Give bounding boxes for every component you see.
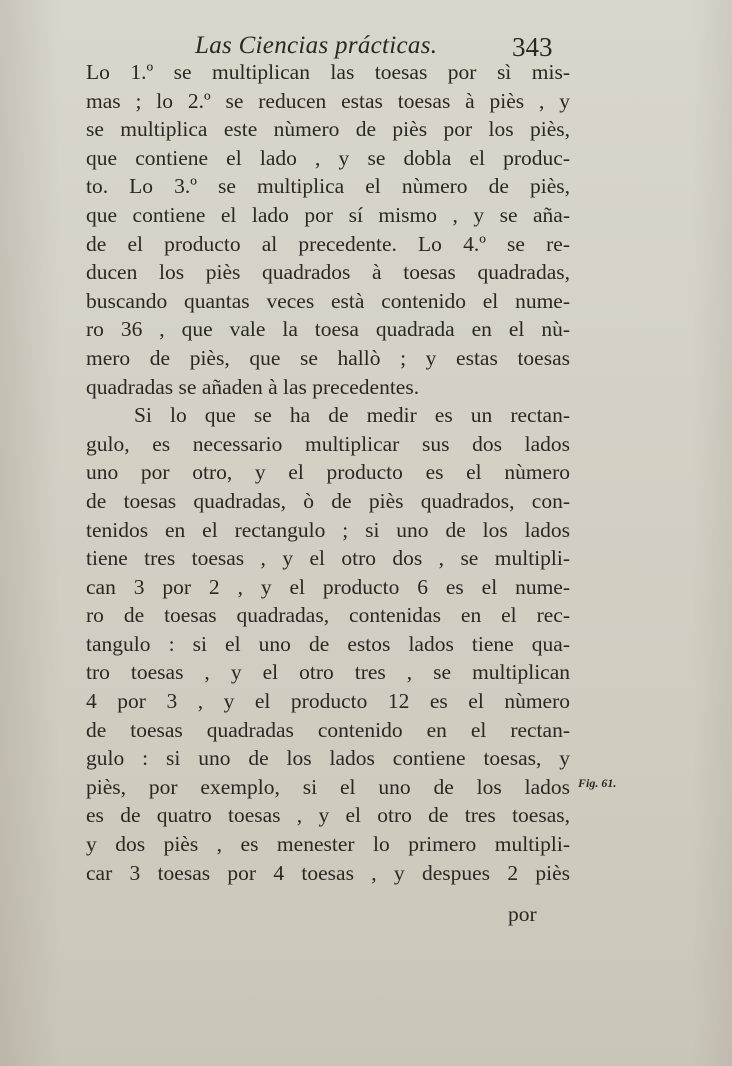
running-title: Las Ciencias prácticas. [195, 32, 438, 59]
page-gutter-shadow [0, 0, 60, 1066]
text-line: Lo 1.º se multiplican las toesas por sì mis- [86, 60, 570, 84]
page-edge-shadow [692, 0, 732, 1066]
text-line: tangulo : si el uno de estos lados tiene qua- [86, 631, 570, 656]
text-line: ducen los piès quadrados à toesas quadradas, [86, 260, 570, 285]
text-line: que contiene el lado por sí mismo , y se aña- [86, 202, 570, 227]
text-line: mero de piès, que se hallò ; y estas toesas [86, 345, 570, 370]
text-line: can 3 por 2 , y el producto 6 es el nume- [86, 574, 570, 599]
text-line: uno por otro, y el producto es el nùmero [86, 460, 570, 485]
text-line: de toesas quadradas, ò de piès quadrados, con- [86, 488, 570, 513]
text-line: ro de toesas quadradas, contenidas en el rec- [86, 603, 570, 628]
text-line: mas ; lo 2.º se reducen estas toesas à piès , y [86, 88, 570, 113]
body-text [86, 58, 570, 887]
text-line: de toesas quadradas contenido en el rectan- [86, 717, 570, 742]
text-line: es de quatro toesas , y el otro de tres toesas, [86, 803, 570, 828]
text-line: ro 36 , que vale la toesa quadrada en el nù- [86, 317, 570, 342]
text-line: buscando quantas veces està contenido el nume- [86, 288, 570, 313]
paragraph-start-line: Si lo que se ha de medir es un rectan- [134, 403, 570, 428]
text-line: tiene tres toesas , y el otro dos , se multipli- [86, 546, 570, 571]
text-line: que contiene el lado , y se dobla el produc- [86, 145, 570, 170]
text-line: tenidos en el rectangulo ; si uno de los lados [86, 517, 570, 542]
text-line: to. Lo 3.º se multiplica el nùmero de piès, [86, 174, 570, 199]
catchword: por [508, 902, 537, 926]
text-line: de el producto al precedente. Lo 4.º se re- [86, 231, 570, 256]
page-number: 343 [512, 32, 553, 62]
text-line: quadradas se añaden à las precedentes. [86, 374, 420, 399]
text-line: car 3 toesas por 4 toesas , y despues 2 piès [86, 860, 570, 885]
text-line: piès, por exemplo, si el uno de los lados [86, 774, 570, 799]
text-line: gulo, es necessario multiplicar sus dos lados [86, 431, 570, 456]
text-line: tro toesas , y el otro tres , se multiplican [86, 660, 570, 685]
figure-reference-note: Fig. 61. [578, 776, 617, 790]
text-line: y dos piès , es menester lo primero multipli- [86, 832, 570, 857]
text-line: se multiplica este nùmero de piès por los piès, [86, 117, 570, 142]
text-line: 4 por 3 , y el producto 12 es el nùmero [86, 689, 570, 714]
text-line: gulo : si uno de los lados contiene toesas, y [86, 746, 570, 771]
